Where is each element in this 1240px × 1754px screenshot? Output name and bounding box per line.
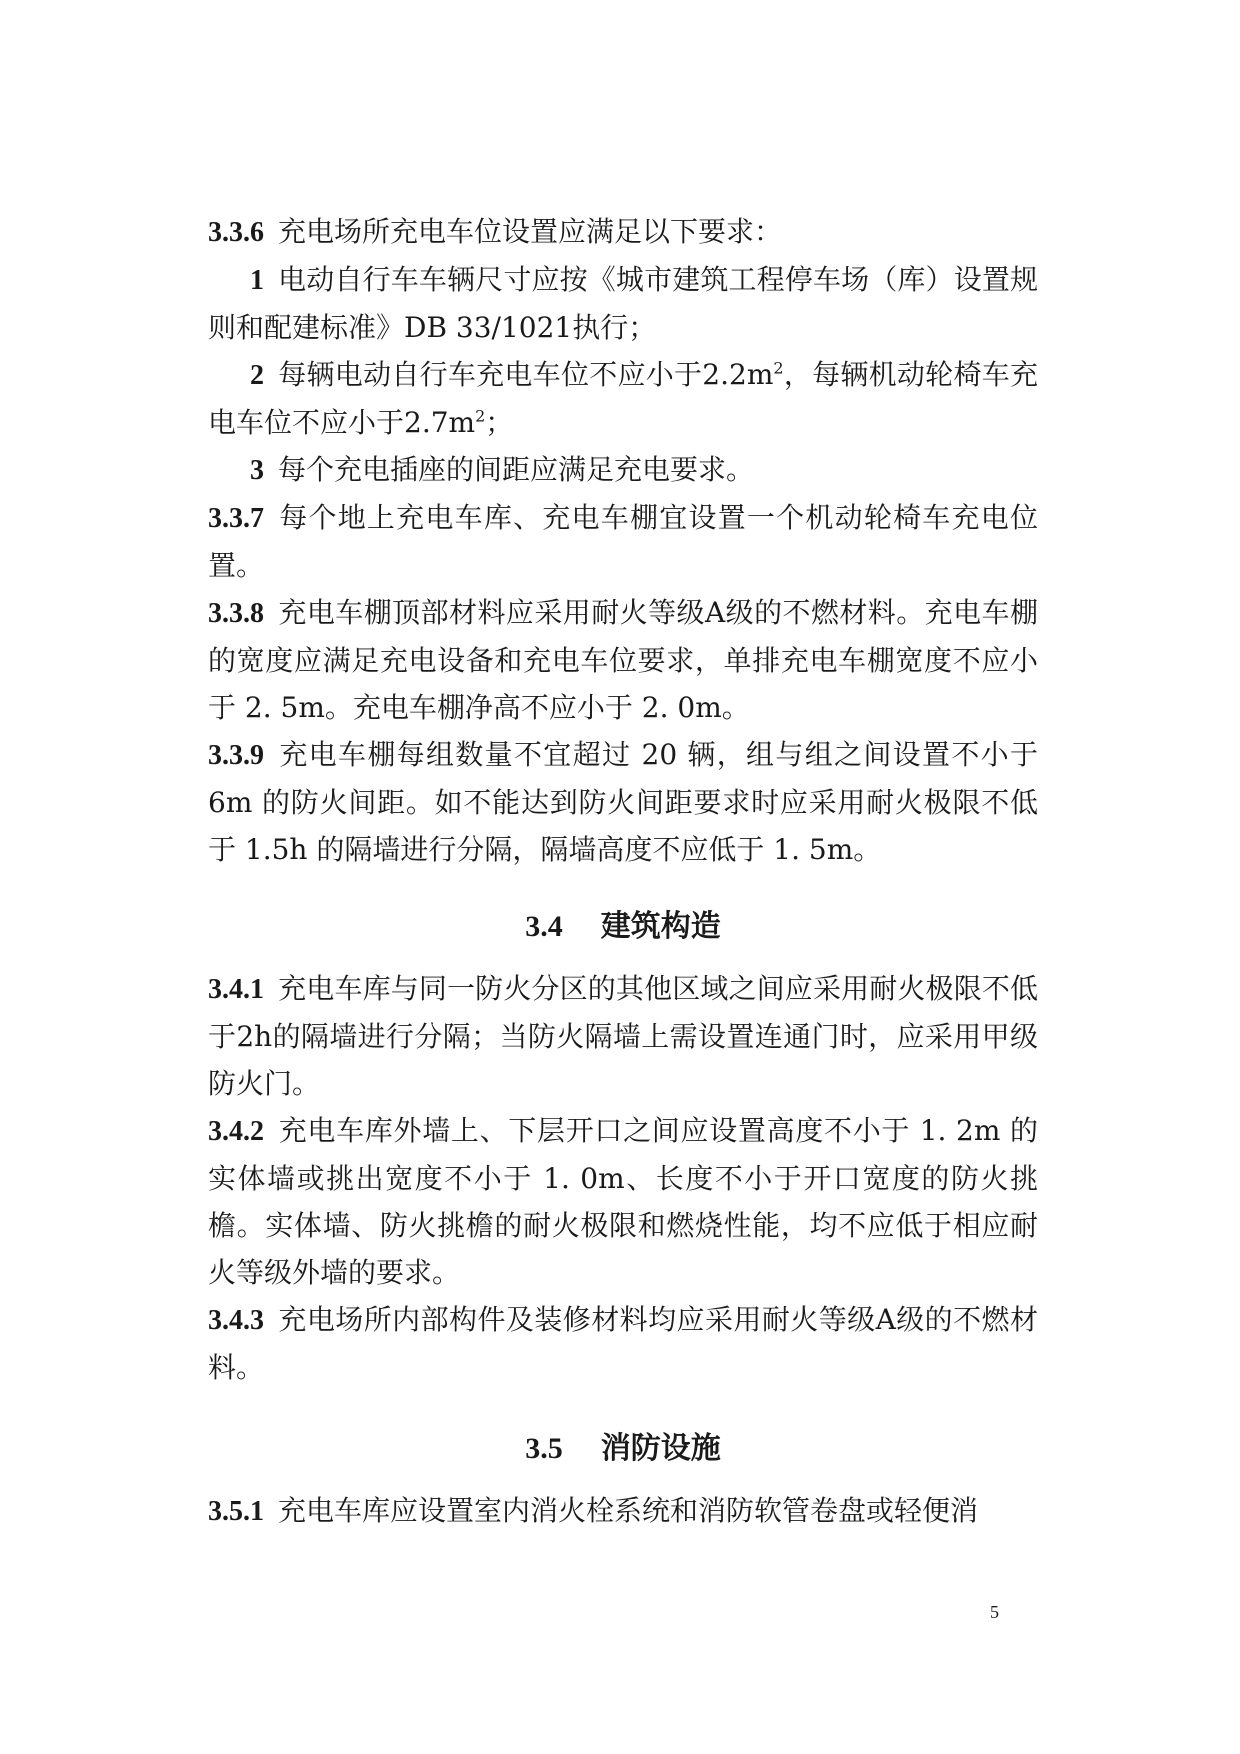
clause-number: 3.4.2 — [208, 1116, 264, 1147]
clause-text: 充电场所充电车位设置应满足以下要求： — [278, 215, 783, 248]
clause-number: 3.3.7 — [208, 503, 264, 534]
clause-text: 充电车棚每组数量不宜超过 20 辆，组与组之间设置不小于 6m 的防火间距。如不能达到防火间距要求时应采用耐火极限不低于 1.5h 的隔墙进行分隔，隔墙高度不应低于 1. 5m。 — [208, 738, 1038, 866]
clause-3-3-7 — [208, 494, 1038, 589]
clause-number: 3.3.9 — [208, 740, 264, 771]
section-number: 3.4 — [525, 910, 563, 943]
clause-text: 充电车库外墙上、下层开口之间应设置高度不小于 1. 2m 的实体墙或挑出宽度不小于 1. 0m、长度不小于开口宽度的防火挑檐。实体墙、防火挑檐的耐火极限和燃烧性能，均不应低于相应耐火等级外墙的要求。 — [208, 1114, 1038, 1289]
item-text: 电动自行车车辆尺寸应按《城市建筑工程停车场（库）设置规则和配建标准》DB 33/1021执行； — [208, 263, 1038, 344]
clause-text: 充电车库应设置室内消火栓系统和消防软管卷盘或轻便消 — [278, 1494, 979, 1527]
section-heading-3-4 — [208, 903, 1038, 950]
item-text-part-a: 每辆电动自行车充电车位不应小于2.2m — [278, 358, 774, 391]
clause-text: 充电车库与同一防火分区的其他区域之间应采用耐火极限不低于2h的隔墙进行分隔；当防火隔墙上需设置连通门时，应采用甲级防火门。 — [208, 972, 1038, 1100]
item-text-part-c: ； — [485, 406, 514, 439]
clause-text: 每个地上充电车库、充电车棚宜设置一个机动轮椅车充电位置。 — [208, 501, 1038, 582]
clause-3-3-6-item-1 — [208, 256, 1038, 351]
section-heading-3-5 — [208, 1425, 1038, 1472]
clause-number: 3.4.1 — [208, 974, 264, 1005]
section-title: 消防设施 — [600, 1431, 721, 1466]
item-number: 3 — [250, 455, 264, 486]
clause-number: 3.5.1 — [208, 1496, 264, 1527]
page-number: 5 — [990, 1602, 999, 1622]
item-number: 2 — [250, 360, 264, 391]
item-number: 1 — [250, 265, 264, 296]
superscript-2: 2 — [773, 358, 784, 378]
superscript-2: 2 — [475, 406, 486, 426]
section-number: 3.5 — [525, 1432, 563, 1465]
clause-3-4-2 — [208, 1107, 1038, 1296]
clause-3-5-1 — [208, 1487, 1038, 1535]
clause-number: 3.3.6 — [208, 217, 264, 248]
clause-3-4-3 — [208, 1296, 1038, 1391]
clause-3-3-9 — [208, 731, 1038, 873]
clause-3-3-8 — [208, 589, 1038, 731]
clause-3-3-6-item-3 — [208, 446, 1038, 494]
clause-text: 充电车棚顶部材料应采用耐火等级A级的不燃材料。充电车棚的宽度应满足充电设备和充电车位要求，单排充电车棚宽度不应小于 2. 5m。充电车棚净高不应小于 2. 0m。 — [208, 596, 1038, 724]
section-title: 建筑构造 — [600, 909, 721, 944]
clause-3-3-6 — [208, 208, 1038, 256]
item-text: 每个充电插座的间距应满足充电要求。 — [278, 453, 755, 486]
clause-3-4-1 — [208, 965, 1038, 1107]
page-content — [208, 208, 1038, 1535]
clause-3-3-6-item-2 — [208, 351, 1038, 446]
clause-number: 3.3.8 — [208, 598, 264, 629]
clause-text: 充电场所内部构件及装修材料均应采用耐火等级A级的不燃材料。 — [208, 1303, 1038, 1384]
item-text-part-b: ，每辆机动轮椅车充电车位不应小于2.7m — [208, 358, 1038, 439]
clause-number: 3.4.3 — [208, 1305, 264, 1336]
